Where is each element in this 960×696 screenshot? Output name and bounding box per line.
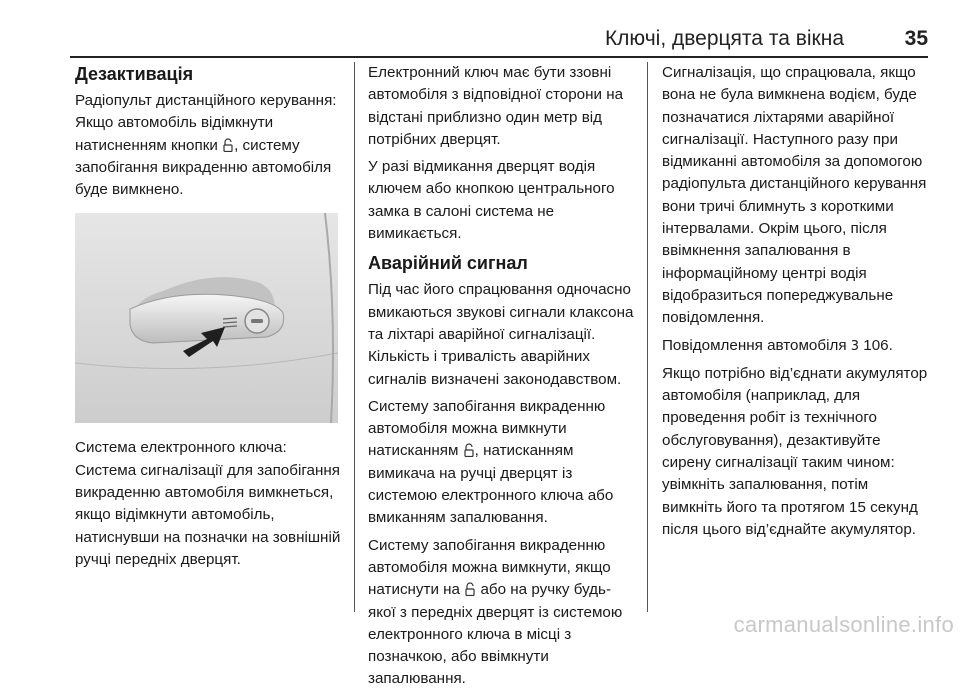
text: Систему запобігання викраденню автомобіля можна вимкнути натисканням [368, 397, 606, 460]
page-header [70, 0, 928, 56]
column-2 [368, 62, 638, 696]
paragraph-key-distance: Електронний ключ має бути ззовні автомобіля з відповідної сторони на відстані приблизно один метр від потрібних дверцят. [368, 64, 624, 148]
unlock-key-icon [464, 443, 474, 457]
header-rule [70, 56, 928, 58]
text: Радіопульт дистанційного керування: Якщо автомобіль відімкнути натисненням кнопки [75, 92, 337, 154]
paragraph-disable-1 [368, 396, 638, 530]
text: , систему запобігання викраденню автомобіля буде вимкнено. [75, 136, 332, 199]
column-divider [354, 62, 355, 612]
paragraph-battery: Якщо потрібно від’єднати акумулятор автомобіля (наприклад, для проведення робіт із технічного обслуговування), дезактивуйте сирену сигналізації таким чином: увімкніть запалювання, потім вимкніть його та протягом 15 секунд після цього від’єднайте акумулятор. [662, 364, 928, 538]
section-heading-alarm: Аварійний сигнал [368, 253, 528, 274]
paragraph-electronic-key: Система електронного ключа: Система сигналізації для запобігання викраденню автомобіля вимкнеться, якщо відімкнути автомобіль, натиснувши на позначки на зовнішній ручці передніх дверцят. [75, 439, 341, 568]
column-1 [75, 62, 345, 576]
unlock-key-icon [465, 582, 475, 596]
unlock-key-icon [223, 138, 233, 152]
paragraph-alarm-indication: Сигналізація, що спрацювала, якщо вона не була вимкнена водієм, буде позначатися ліхтарями аварійної сигналізації. Наступного разу при відмиканні автомобіля за допомогою радіопульта дистанційного керування вони тричі блимнуть з короткими інтервалами. Окрім цього, після ввімкнення запалювання в інформаційному центрі водія відобразиться попереджувальне повідомлення. [662, 64, 927, 327]
section-heading-deactivation: Дезактивація [75, 64, 194, 84]
text: Систему запобігання викраденню автомобіля можна вимкнути, якщо натиснути на [368, 536, 611, 599]
column-3 [662, 62, 932, 546]
paragraph-alarm-info: Під час його спрацювання одночасно вмикаються звукові сигнали клаксона та ліхтарі аварійної сигналізації. Кількість і тривалість аварійних сигналів визначені законодавством. [368, 281, 634, 388]
page-number: 35 [904, 27, 928, 50]
column-divider [647, 62, 648, 612]
watermark: carmanualsonline.info [733, 612, 954, 637]
door-handle-photo [75, 213, 338, 423]
paragraph-vehicle-messages [662, 335, 932, 358]
paragraph-key-unlock: У разі відмикання дверцят водія ключем або кнопкою центрального замка в салоні система не вимикається. [368, 158, 615, 243]
text: Повідомлення автомобіля [662, 336, 851, 354]
text: або на ручку будь-якої з передніх дверцят із системою електронного ключа в місці з позначкою, або ввімкнути запалювання. [368, 581, 623, 688]
paragraph-disable-2 [368, 535, 638, 691]
paragraph-remote [75, 90, 345, 201]
page-reference-link[interactable]: 3 [850, 338, 860, 354]
text: 106. [859, 336, 893, 354]
header-title: Ключі, дверцята та вікна [604, 27, 844, 50]
text: , натисканням вимикача на ручці дверцят із системою електронного ключа або вмиканням запалювання. [368, 442, 614, 527]
